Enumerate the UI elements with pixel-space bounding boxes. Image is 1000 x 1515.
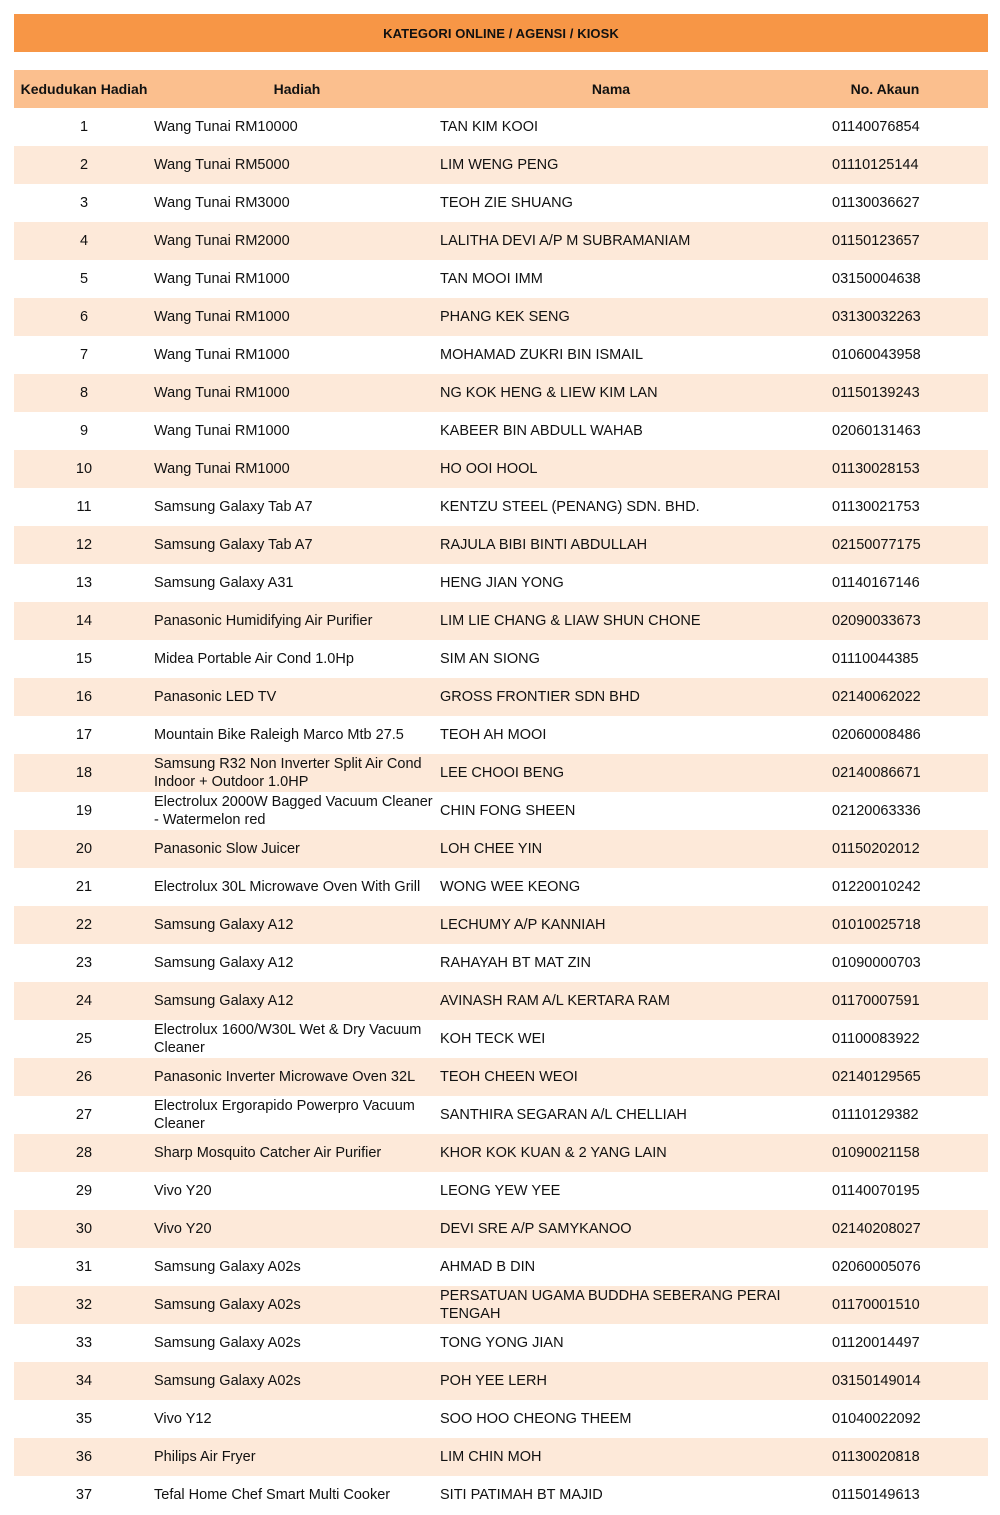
account-cell: 01140076854 [832, 119, 920, 135]
rank-cell: 1 [79, 119, 89, 135]
rank-cell: 22 [75, 917, 93, 933]
prize-cell: Vivo Y20 [154, 1221, 212, 1237]
table-row [14, 678, 988, 716]
name-cell: TONG YONG JIAN [440, 1335, 564, 1351]
name-cell: LIM CHIN MOH [440, 1449, 542, 1465]
name-cell: LALITHA DEVI A/P M SUBRAMANIAM [440, 233, 691, 249]
name-cell: GROSS FRONTIER SDN BHD [440, 689, 640, 705]
name-cell: KHOR KOK KUAN & 2 YANG LAIN [440, 1145, 667, 1161]
prize-cell: Wang Tunai RM2000 [154, 233, 290, 249]
name-cell: KOH TECK WEI [440, 1031, 546, 1047]
table-row [14, 754, 988, 792]
rank-cell: 2 [79, 157, 89, 173]
name-cell: POH YEE LERH [440, 1373, 547, 1389]
rank-cell: 16 [75, 689, 93, 705]
prize-cell: Vivo Y20 [154, 1183, 212, 1199]
table-row [14, 336, 988, 374]
rank-cell: 35 [75, 1411, 93, 1427]
header-prize: Hadiah [273, 81, 321, 97]
prize-cell: Panasonic Inverter Microwave Oven 32L [154, 1069, 416, 1085]
name-cell: LIM WENG PENG [440, 157, 559, 173]
name-cell: SIM AN SIONG [440, 651, 540, 667]
table-row [14, 1058, 988, 1096]
banner-title: KATEGORI ONLINE / AGENSI / KIOSK [383, 25, 619, 41]
prize-cell: Samsung R32 Non Inverter Split Air Cond Indoor + Outdoor 1.0HP [154, 756, 422, 790]
name-cell: RAJULA BIBI BINTI ABDULLAH [440, 537, 648, 553]
account-cell: 01140070195 [832, 1183, 920, 1199]
account-cell: 01110044385 [832, 651, 919, 667]
table-row [14, 450, 988, 488]
name-cell: PERSATUAN UGAMA BUDDHA SEBERANG PERAI TENGAH [440, 1288, 781, 1322]
table-row [14, 1438, 988, 1476]
table-row [14, 906, 988, 944]
rank-cell: 15 [75, 651, 93, 667]
account-cell: 02150077175 [832, 537, 921, 553]
name-cell: KENTZU STEEL (PENANG) SDN. BHD. [440, 499, 700, 515]
table-row [14, 488, 988, 526]
table-row [14, 564, 988, 602]
table-row [14, 1324, 988, 1362]
account-cell: 01140167146 [832, 575, 920, 591]
rank-cell: 13 [75, 575, 93, 591]
table-row [14, 982, 988, 1020]
rank-cell: 11 [76, 499, 92, 515]
account-cell: 02140208027 [832, 1221, 921, 1237]
rank-cell: 29 [75, 1183, 93, 1199]
account-cell: 01110129382 [832, 1107, 919, 1123]
rank-cell: 32 [75, 1297, 93, 1313]
table-row [14, 792, 988, 830]
prize-cell: Samsung Galaxy A02s [154, 1373, 301, 1389]
prize-cell: Midea Portable Air Cond 1.0Hp [154, 651, 354, 667]
name-cell: LEONG YEW YEE [440, 1183, 561, 1199]
table-row [14, 184, 988, 222]
account-cell: 01130036627 [832, 195, 920, 211]
table-row [14, 1476, 988, 1514]
account-cell: 02060131463 [832, 423, 921, 439]
rank-cell: 24 [75, 993, 93, 1009]
name-cell: LECHUMY A/P KANNIAH [440, 917, 606, 933]
account-cell: 01010025718 [832, 917, 921, 933]
rank-cell: 31 [75, 1259, 93, 1275]
winners-table [14, 70, 988, 1514]
table-row [14, 146, 988, 184]
name-cell: TAN KIM KOOI [440, 119, 539, 135]
account-cell: 01170001510 [832, 1297, 920, 1313]
prize-cell: Wang Tunai RM1000 [154, 385, 290, 401]
account-cell: 02140086671 [832, 765, 921, 781]
table-row [14, 716, 988, 754]
rank-cell: 28 [75, 1145, 93, 1161]
prize-cell: Wang Tunai RM1000 [154, 309, 290, 325]
rank-cell: 7 [79, 347, 89, 363]
table-row [14, 298, 988, 336]
rank-cell: 25 [75, 1031, 93, 1047]
name-cell: NG KOK HENG & LIEW KIM LAN [440, 385, 658, 401]
page-banner [14, 14, 988, 52]
prize-cell: Panasonic Slow Juicer [154, 841, 300, 857]
rank-cell: 4 [79, 233, 89, 249]
account-cell: 01170007591 [832, 993, 920, 1009]
rank-cell: 33 [75, 1335, 93, 1351]
prize-cell: Wang Tunai RM3000 [154, 195, 290, 211]
prize-cell: Samsung Galaxy A02s [154, 1259, 301, 1275]
rank-cell: 30 [75, 1221, 93, 1237]
prize-cell: Tefal Home Chef Smart Multi Cooker [154, 1487, 391, 1503]
rank-cell: 36 [75, 1449, 93, 1465]
table-row [14, 868, 988, 906]
rank-cell: 21 [75, 879, 93, 895]
prize-cell: Electrolux 30L Microwave Oven With Grill [154, 879, 421, 895]
name-cell: KABEER BIN ABDULL WAHAB [440, 423, 643, 439]
table-row [14, 640, 988, 678]
prize-cell: Samsung Galaxy A12 [154, 993, 294, 1009]
account-cell: 01110125144 [832, 157, 919, 173]
name-cell: AVINASH RAM A/L KERTARA RAM [440, 993, 670, 1009]
account-cell: 01150202012 [832, 841, 920, 857]
account-cell: 01150149613 [832, 1487, 920, 1503]
rank-cell: 19 [75, 803, 93, 819]
rank-cell: 18 [75, 765, 93, 781]
table-row [14, 1248, 988, 1286]
account-cell: 03130032263 [832, 309, 921, 325]
prize-cell: Wang Tunai RM5000 [154, 157, 290, 173]
name-cell: TAN MOOI IMM [440, 271, 543, 287]
account-cell: 03150004638 [832, 271, 921, 287]
rank-cell: 10 [75, 461, 93, 477]
name-cell: RAHAYAH BT MAT ZIN [440, 955, 591, 971]
table-row [14, 526, 988, 564]
prize-cell: Samsung Galaxy Tab A7 [154, 537, 313, 553]
name-cell: WONG WEE KEONG [440, 879, 581, 895]
prize-cell: Wang Tunai RM1000 [154, 461, 290, 477]
account-cell: 01040022092 [832, 1411, 921, 1427]
prize-cell: Samsung Galaxy Tab A7 [154, 499, 313, 515]
prize-cell: Panasonic Humidifying Air Purifier [154, 613, 373, 629]
table-body [14, 108, 988, 1514]
prize-cell: Samsung Galaxy A02s [154, 1297, 301, 1313]
account-cell: 02060005076 [832, 1259, 921, 1275]
table-row [14, 412, 988, 450]
account-cell: 01130021753 [832, 499, 920, 515]
prize-cell: Wang Tunai RM1000 [154, 423, 290, 439]
prize-cell: Electrolux 1600/W30L Wet & Dry Vacuum Cleaner [154, 1022, 422, 1056]
name-cell: LOH CHEE YIN [440, 841, 543, 857]
table-header-row [14, 70, 988, 108]
prize-cell: Electrolux Ergorapido Powerpro Vacuum Cleaner [154, 1098, 415, 1132]
table-row [14, 1400, 988, 1438]
rank-cell: 6 [79, 309, 89, 325]
rank-cell: 37 [75, 1487, 93, 1503]
table-row [14, 108, 988, 146]
account-cell: 01060043958 [832, 347, 921, 363]
account-cell: 02090033673 [832, 613, 921, 629]
header-rank: Kedudukan Hadiah [20, 81, 148, 97]
name-cell: DEVI SRE A/P SAMYKANOO [440, 1221, 632, 1237]
table-row [14, 830, 988, 868]
account-cell: 03150149014 [832, 1373, 921, 1389]
prize-cell: Samsung Galaxy A02s [154, 1335, 301, 1351]
table-row [14, 602, 988, 640]
account-cell: 01090021158 [832, 1145, 920, 1161]
account-cell: 02140062022 [832, 689, 921, 705]
account-cell: 02120063336 [832, 803, 921, 819]
account-cell: 02140129565 [832, 1069, 921, 1085]
prize-cell: Mountain Bike Raleigh Marco Mtb 27.5 [154, 727, 404, 743]
rank-cell: 27 [75, 1107, 93, 1123]
table-row [14, 944, 988, 982]
account-cell: 01130020818 [832, 1449, 920, 1465]
name-cell: SITI PATIMAH BT MAJID [440, 1487, 603, 1503]
name-cell: LEE CHOOI BENG [440, 765, 565, 781]
name-cell: CHIN FONG SHEEN [440, 803, 576, 819]
table-row [14, 1020, 988, 1058]
rank-cell: 17 [75, 727, 93, 743]
prize-cell: Samsung Galaxy A12 [154, 955, 294, 971]
rank-cell: 14 [75, 613, 93, 629]
table-row [14, 222, 988, 260]
table-row [14, 1286, 988, 1324]
name-cell: TEOH ZIE SHUANG [440, 195, 573, 211]
prize-cell: Philips Air Fryer [154, 1449, 256, 1465]
prize-cell: Wang Tunai RM1000 [154, 271, 290, 287]
account-cell: 01100083922 [832, 1031, 920, 1047]
rank-cell: 12 [75, 537, 93, 553]
name-cell: TEOH AH MOOI [440, 727, 547, 743]
table-row [14, 374, 988, 412]
account-cell: 01090000703 [832, 955, 921, 971]
prize-cell: Wang Tunai RM1000 [154, 347, 290, 363]
rank-cell: 34 [75, 1373, 93, 1389]
rank-cell: 3 [79, 195, 89, 211]
prize-cell: Electrolux 2000W Bagged Vacuum Cleaner - Watermelon red [154, 794, 433, 828]
name-cell: PHANG KEK SENG [440, 309, 570, 325]
account-cell: 01150139243 [832, 385, 920, 401]
prize-cell: Samsung Galaxy A12 [154, 917, 294, 933]
rank-cell: 9 [79, 423, 89, 439]
name-cell: HENG JIAN YONG [440, 575, 564, 591]
header-name: Nama [591, 81, 631, 97]
name-cell: SOO HOO CHEONG THEEM [440, 1411, 632, 1427]
account-cell: 01220010242 [832, 879, 921, 895]
rank-cell: 8 [79, 385, 89, 401]
table-row [14, 1362, 988, 1400]
name-cell: AHMAD B DIN [440, 1259, 536, 1275]
rank-cell: 5 [79, 271, 89, 287]
prize-cell: Vivo Y12 [154, 1411, 212, 1427]
name-cell: HO OOI HOOL [440, 461, 538, 477]
rank-cell: 26 [75, 1069, 93, 1085]
rank-cell: 20 [75, 841, 93, 857]
name-cell: TEOH CHEEN WEOI [440, 1069, 578, 1085]
rank-cell: 23 [75, 955, 93, 971]
name-cell: MOHAMAD ZUKRI BIN ISMAIL [440, 347, 644, 363]
name-cell: SANTHIRA SEGARAN A/L CHELLIAH [440, 1107, 687, 1123]
table-row [14, 1096, 988, 1134]
account-cell: 01120014497 [832, 1335, 920, 1351]
prize-cell: Wang Tunai RM10000 [154, 119, 298, 135]
account-cell: 01130028153 [832, 461, 920, 477]
table-row [14, 1210, 988, 1248]
table-row [14, 1172, 988, 1210]
header-account: No. Akaun [850, 81, 920, 97]
account-cell: 01150123657 [832, 233, 920, 249]
prize-cell: Samsung Galaxy A31 [154, 575, 294, 591]
prize-cell: Panasonic LED TV [154, 689, 277, 705]
table-row [14, 260, 988, 298]
account-cell: 02060008486 [832, 727, 921, 743]
name-cell: LIM LIE CHANG & LIAW SHUN CHONE [440, 613, 701, 629]
table-row [14, 1134, 988, 1172]
prize-cell: Sharp Mosquito Catcher Air Purifier [154, 1145, 382, 1161]
